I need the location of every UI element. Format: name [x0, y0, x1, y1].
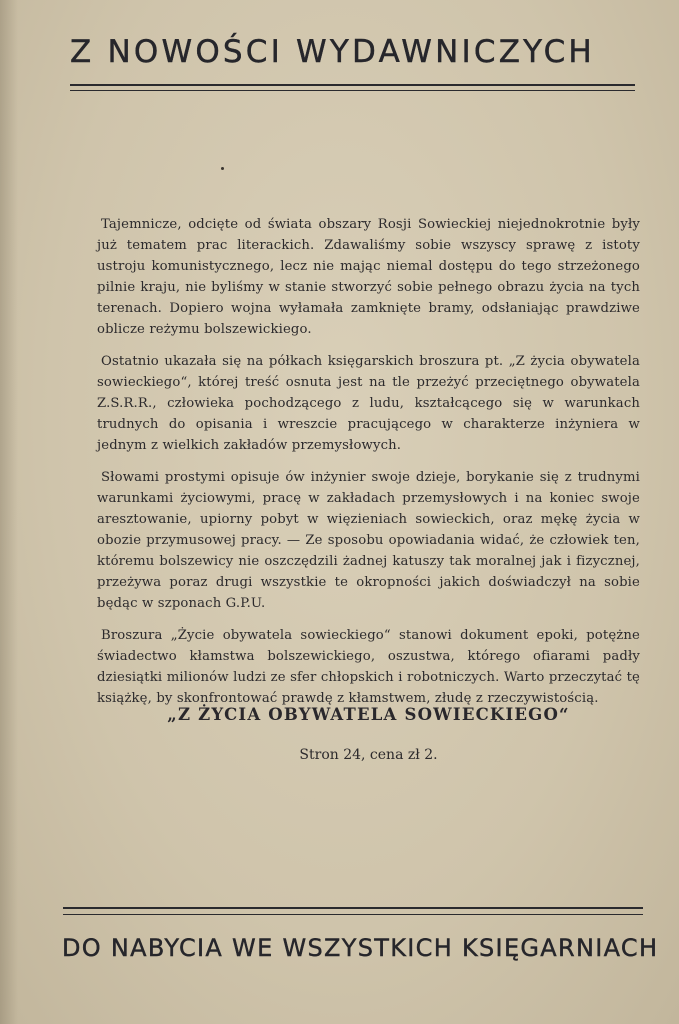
footer-rule-thick	[63, 907, 643, 909]
header-rule-thick	[70, 84, 635, 86]
article-paragraph-4: Broszura „Życie obywatela sowieckiego“ stanowi dokument epoki, potężne świadectwo kłamstwa bolszewickiego, oszustwa, którego ofiarami padły dziesiątki milionów ludzi ze sfer chłopskich i robotniczych. Warto przeczytać tę książkę, by skonfrontować prawdę z kłamstwem, złudę z rzeczywistością.	[97, 628, 640, 706]
book-title: „Z ŻYCIA OBYWATELA SOWIECKIEGO“	[167, 705, 570, 724]
article-paragraph-3: Słowami prostymi opisuje ów inżynier swoje dzieje, borykanie się z trudnymi warunkami życiowymi, pracę w zakładach przemysłowych i na koniec swoje aresztowanie, upiorny pobyt w więzieniach sowieckich, oraz mękę życia w obozie przymusowej pracy. — Ze sposobu opowiadania widać, że człowiek ten, któremu bolszewicy nie oszczędzili żadnej katuszy tak moralnej jak i fizycznej, przeżywa poraz drugi wszystkie te okropności jakich doświadczył na sobie będąc w szponach G.P.U.	[97, 470, 640, 611]
paper-speck	[221, 167, 224, 170]
article-body	[97, 214, 640, 720]
article-paragraph-2: Ostatnio ukazała się na półkach księgarskich broszura pt. „Z życia obywatela sowieckiego“, której treść osnuta jest na tle przeżyć przeciętnego obywatela Z.S.R.R., człowieka pochodzącego z ludu, kształcącego się w warunkach trudnych do opisania i wreszcie pracującego w charakterze inżyniera w jednym z wielkich zakładów przemysłowych.	[97, 354, 640, 453]
header-rule-thin	[70, 90, 635, 91]
page-edge-shadow	[0, 0, 18, 1024]
footer-rule-thin	[63, 914, 643, 915]
article-paragraph-1: Tajemnicze, odcięte od świata obszary Rosji Sowieckiej niejednokrotnie były już tematem prac literackich. Zdawaliśmy sobie wszyscy sprawę z istoty ustroju komunistycznego, lecz nie mając niemal dostępu do tego strzeżonego pilnie kraju, nie byliśmy w stanie stworzyć sobie pełnego obrazu życia na tych terenach. Dopiero wojna wyłamała zamknięte bramy, odsłaniając prawdziwe oblicze reżymu bolszewickiego.	[97, 217, 640, 337]
book-details: Stron 24, cena zł 2.	[299, 747, 438, 763]
page-title: Z NOWOŚCI WYDAWNICZYCH	[70, 34, 595, 70]
footer-title: DO NABYCIA WE WSZYSTKICH KSIĘGARNIACH	[62, 934, 659, 962]
